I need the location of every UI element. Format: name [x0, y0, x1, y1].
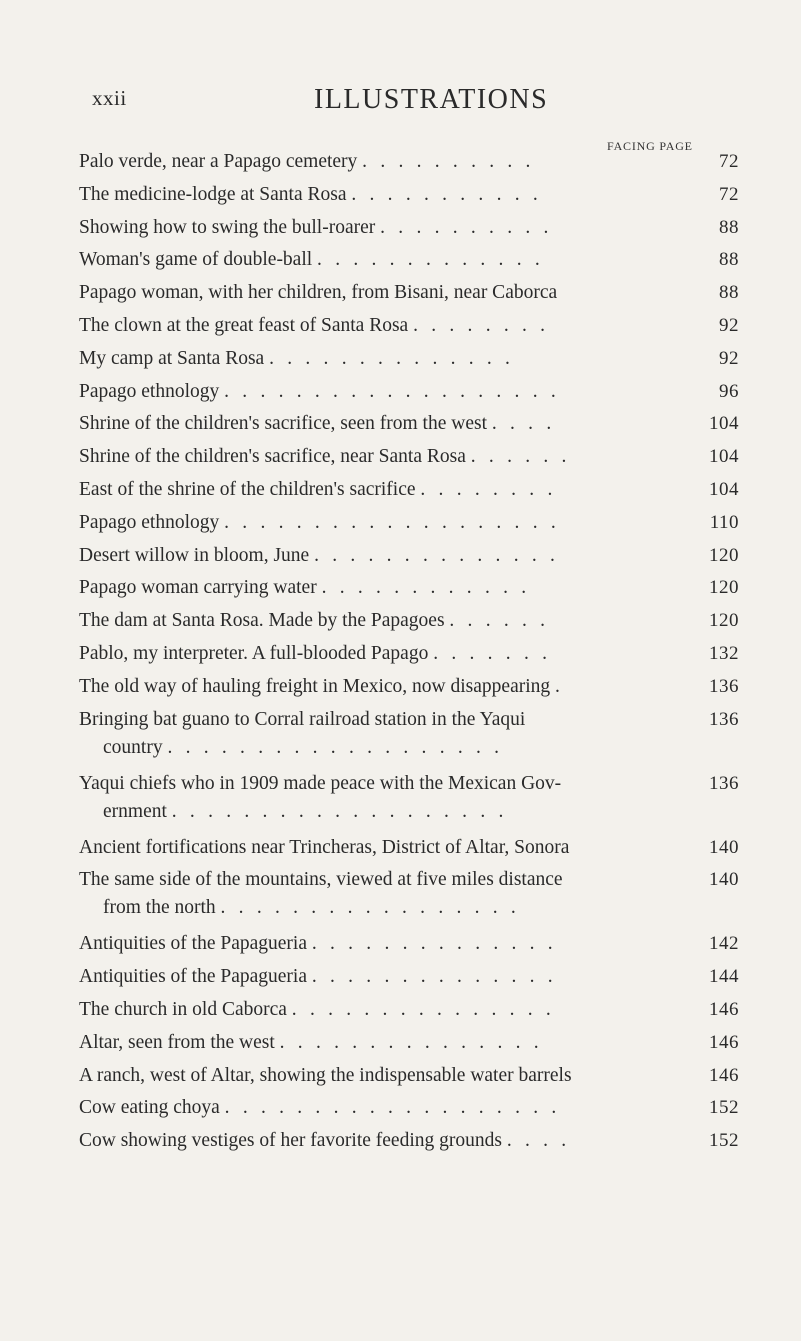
caption-line — [79, 607, 693, 635]
caption-line — [79, 1062, 693, 1090]
caption-continuation — [79, 894, 693, 922]
caption-line — [79, 866, 693, 894]
list-item — [79, 246, 739, 274]
caption-line — [79, 574, 693, 602]
list-item — [79, 673, 739, 701]
facing-page-number: 72 — [719, 183, 739, 205]
caption-line — [79, 834, 693, 862]
caption-line — [79, 1029, 693, 1057]
caption-line — [79, 509, 693, 537]
dot-leader: . . . . . . . . — [413, 314, 550, 336]
facing-page-number: 136 — [709, 675, 739, 697]
caption-line — [79, 930, 693, 958]
facing-page-number: 152 — [709, 1130, 739, 1152]
dot-leader: . . . . . . . . . . . . . . . . . . . — [167, 736, 504, 758]
caption-text: Woman's game of double-ball — [79, 249, 313, 271]
illustration-caption — [79, 673, 693, 701]
caption-line — [79, 378, 693, 406]
facing-page-number: 120 — [709, 610, 739, 632]
facing-page-number: 120 — [709, 544, 739, 566]
facing-page-number: 96 — [719, 380, 739, 402]
facing-page-number: 132 — [709, 642, 739, 664]
dot-leader: . . . . . . . . . . . . . . — [314, 544, 560, 566]
list-item — [79, 1094, 739, 1122]
illustration-caption — [79, 963, 693, 991]
illustration-caption — [79, 607, 693, 635]
caption-line — [79, 246, 693, 274]
list-item — [79, 509, 739, 537]
list-item — [79, 345, 739, 373]
caption-text: East of the shrine of the children's sacrifice — [79, 478, 416, 500]
facing-page-number: 88 — [719, 249, 739, 271]
dot-leader: . . . . . . — [470, 446, 571, 468]
caption-text: The church in old Caborca — [79, 998, 287, 1020]
illustration-caption — [79, 542, 693, 570]
caption-text: The medicine-lodge at Santa Rosa — [79, 183, 347, 205]
list-item — [79, 181, 739, 209]
facing-page-number: 142 — [709, 933, 739, 955]
illustration-caption — [79, 996, 693, 1024]
list-item — [79, 1127, 739, 1155]
list-item — [79, 607, 739, 635]
illustration-caption — [79, 834, 693, 862]
facing-page-number: 104 — [709, 446, 739, 468]
illustration-caption — [79, 1062, 693, 1090]
facing-page-number: 140 — [709, 869, 739, 891]
illustration-caption — [79, 706, 693, 762]
illustration-caption — [79, 181, 693, 209]
list-item — [79, 834, 739, 862]
caption-text: Cow eating choya — [79, 1097, 220, 1119]
dot-leader: . . . . . . . . . . . . . — [317, 249, 544, 271]
caption-text: The same side of the mountains, viewed at five miles distance — [79, 869, 563, 891]
illustration-caption — [79, 410, 693, 438]
caption-text: Antiquities of the Papagueria — [79, 933, 307, 955]
caption-text-continued: from the north — [103, 897, 216, 919]
illustration-caption — [79, 770, 693, 826]
list-item — [79, 1062, 739, 1090]
dot-leader: . . . . . . . . — [420, 478, 557, 500]
facing-page-number: 110 — [709, 511, 739, 533]
dot-leader: . . . . . . . . . . . . . . . — [279, 1031, 543, 1053]
caption-continuation — [79, 734, 693, 762]
facing-page-number: 136 — [709, 772, 739, 794]
illustration-caption — [79, 640, 693, 668]
caption-line — [79, 214, 693, 242]
list-item — [79, 279, 739, 307]
caption-text: Papago woman carrying water — [79, 577, 317, 599]
dot-leader: . . . . — [491, 413, 556, 435]
dot-leader: . . . . . . . . . . . . . . . . . . . — [224, 380, 560, 402]
illustration-caption — [79, 1094, 693, 1122]
facing-page-number: 120 — [709, 577, 739, 599]
illustration-caption — [79, 148, 693, 176]
caption-text: Pablo, my interpreter. A full-blooded Papago — [79, 642, 429, 664]
caption-text: Papago ethnology — [79, 380, 220, 402]
list-item — [79, 996, 739, 1024]
list-item — [79, 542, 739, 570]
facing-page-number: 92 — [719, 314, 739, 336]
caption-text: Bringing bat guano to Corral railroad station in the Yaqui — [79, 708, 526, 730]
dot-leader: . . . . . . . . . . . — [351, 183, 542, 205]
caption-text-continued: ernment — [103, 800, 167, 822]
running-title: ILLUSTRATIONS — [314, 84, 549, 115]
dot-leader: . . . . . . . . . . . . . . — [311, 966, 557, 988]
caption-text: The clown at the great feast of Santa Rosa — [79, 314, 409, 336]
dot-leader: . . . . . . . . . . . . . . . . . . . — [171, 800, 508, 822]
illustration-caption — [79, 1029, 693, 1057]
illustration-caption — [79, 345, 693, 373]
list-item — [79, 930, 739, 958]
caption-line — [79, 1094, 693, 1122]
dot-leader: . . . . . . . . . . — [362, 151, 535, 172]
caption-text: Papago ethnology — [79, 511, 220, 533]
illustration-caption — [79, 246, 693, 274]
facing-page-number: 104 — [709, 413, 739, 435]
dot-leader: . . . . . . . — [433, 642, 552, 664]
caption-text: Ancient fortifications near Trincheras, District of Altar, Sonora — [79, 836, 570, 858]
caption-text: Papago woman, with her children, from Bisani, near Caborca — [79, 282, 558, 304]
list-item — [79, 770, 739, 826]
list-item — [79, 574, 739, 602]
dot-leader: . — [555, 675, 565, 697]
caption-line — [79, 279, 693, 307]
facing-page-number: 146 — [709, 1064, 739, 1086]
caption-text: Showing how to swing the bull-roarer — [79, 216, 376, 238]
illustration-caption — [79, 866, 693, 922]
caption-text: Yaqui chiefs who in 1909 made peace with the Mexican Gov- — [79, 772, 562, 794]
caption-line — [79, 1127, 693, 1155]
list-item — [79, 214, 739, 242]
caption-text: My camp at Santa Rosa — [79, 347, 265, 369]
illustration-caption — [79, 930, 693, 958]
page-number: xxii — [92, 86, 127, 110]
caption-text: The dam at Santa Rosa. Made by the Papagoes — [79, 610, 445, 632]
list-item — [79, 148, 739, 176]
list-item — [79, 963, 739, 991]
dot-leader: . . . . . . . . . . . . . . . . . . . — [224, 511, 560, 533]
caption-line — [79, 673, 693, 701]
caption-text-continued: country — [103, 736, 163, 758]
caption-line — [79, 148, 693, 176]
illustration-caption — [79, 574, 693, 602]
caption-text: Altar, seen from the west — [79, 1031, 275, 1053]
facing-page-number: 136 — [709, 708, 739, 730]
list-item — [79, 443, 739, 471]
facing-page-label: FACING PAGE — [607, 139, 693, 153]
caption-line — [79, 476, 693, 504]
facing-page-number: 152 — [709, 1097, 739, 1119]
caption-text: The old way of hauling freight in Mexico, now disappearing — [79, 675, 551, 697]
caption-line — [79, 640, 693, 668]
facing-page-number: 144 — [709, 966, 739, 988]
dot-leader: . . . . . . . . . . . . . . . . . . . — [224, 1097, 561, 1119]
caption-text: Palo verde, near a Papago cemetery — [79, 151, 358, 172]
page-header — [0, 86, 801, 126]
caption-line — [79, 542, 693, 570]
caption-line — [79, 345, 693, 373]
illustration-caption — [79, 214, 693, 242]
illustration-caption — [79, 378, 693, 406]
facing-page-number: 140 — [709, 836, 739, 858]
illustration-caption — [79, 1127, 693, 1155]
facing-page-number: 104 — [709, 478, 739, 500]
caption-text: Antiquities of the Papagueria — [79, 966, 307, 988]
list-item — [79, 866, 739, 922]
list-item — [79, 476, 739, 504]
caption-line — [79, 312, 693, 340]
caption-line — [79, 181, 693, 209]
illustrations-list — [79, 148, 739, 1160]
caption-line — [79, 706, 693, 734]
dot-leader: . . . . . . . . . . . . . . . . . — [220, 897, 520, 919]
list-item — [79, 640, 739, 668]
caption-line — [79, 963, 693, 991]
caption-line — [79, 410, 693, 438]
facing-page-number: 72 — [719, 151, 739, 172]
caption-line — [79, 443, 693, 471]
caption-text: A ranch, west of Altar, showing the indispensable water barrels — [79, 1064, 572, 1086]
illustration-caption — [79, 509, 693, 537]
list-item — [79, 1029, 739, 1057]
caption-line — [79, 996, 693, 1024]
list-item — [79, 312, 739, 340]
list-item — [79, 410, 739, 438]
facing-page-number: 146 — [709, 1031, 739, 1053]
illustration-caption — [79, 312, 693, 340]
illustration-caption — [79, 443, 693, 471]
caption-continuation — [79, 798, 693, 826]
list-item — [79, 706, 739, 762]
dot-leader: . . . . . . . . . . . . . . . — [291, 998, 555, 1020]
dot-leader: . . . . . . . . . . . . . . — [311, 933, 557, 955]
caption-text: Shrine of the children's sacrifice, near Santa Rosa — [79, 446, 466, 468]
dot-leader: . . . . . . — [449, 610, 550, 632]
facing-page-number: 146 — [709, 998, 739, 1020]
caption-text: Cow showing vestiges of her favorite feeding grounds — [79, 1130, 502, 1152]
dot-leader: . . . . . . . . . . . . — [321, 577, 531, 599]
list-item — [79, 378, 739, 406]
facing-page-number: 92 — [719, 347, 739, 369]
dot-leader: . . . . — [506, 1130, 571, 1152]
caption-text: Desert willow in bloom, June — [79, 544, 310, 566]
facing-page-number: 88 — [719, 282, 739, 304]
illustration-caption — [79, 279, 693, 307]
dot-leader: . . . . . . . . . . . . . . — [269, 347, 515, 369]
facing-page-number: 88 — [719, 216, 739, 238]
caption-text: Shrine of the children's sacrifice, seen from the west — [79, 413, 487, 435]
caption-line — [79, 770, 693, 798]
illustration-caption — [79, 476, 693, 504]
dot-leader: . . . . . . . . . . — [380, 216, 553, 238]
